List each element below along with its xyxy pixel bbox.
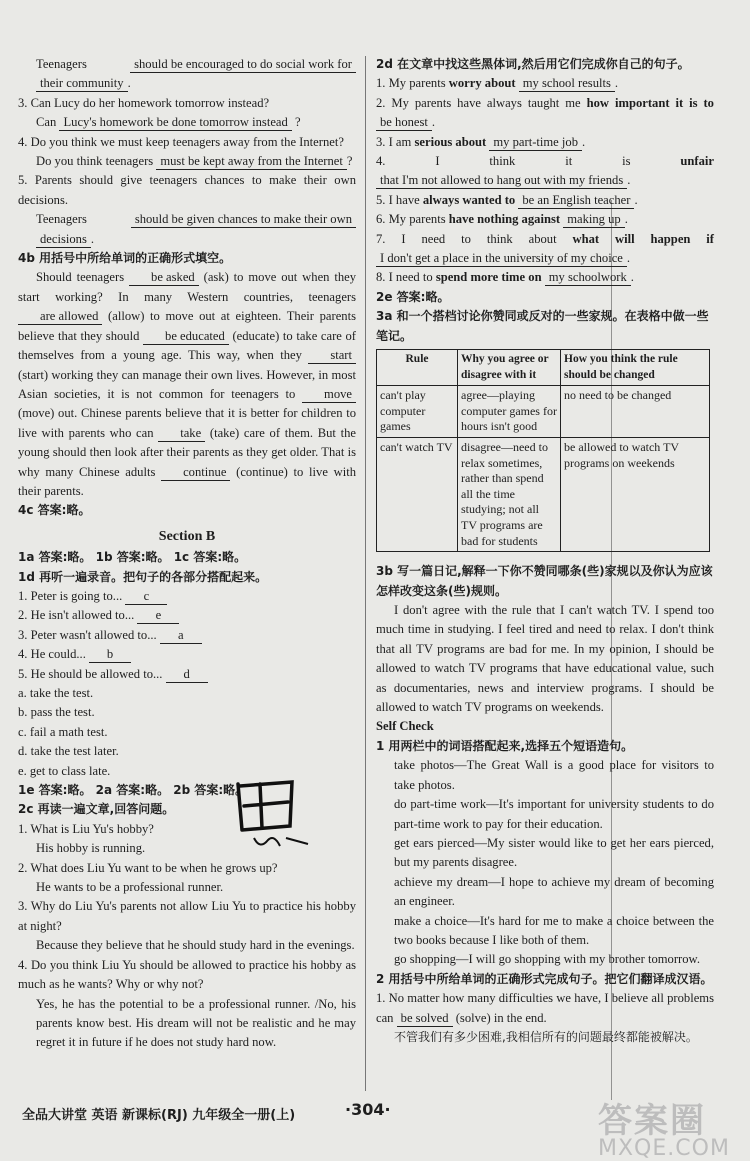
column-header: How you think the rule should be changed — [561, 350, 710, 386]
list-item: 8. I need to spend more time on my schoolwork . — [376, 270, 634, 285]
handwritten-scribble — [230, 770, 320, 860]
right-column — [376, 55, 714, 1047]
table-cell: be allowed to watch TV programs on weekends — [561, 438, 710, 552]
answer-blank: my schoolwork — [545, 270, 631, 286]
matching-list — [18, 587, 356, 684]
table-row — [377, 386, 710, 438]
table-cell: can't play computer games — [377, 386, 458, 438]
page-number: ·304· — [345, 1100, 391, 1119]
column-header: Rule — [377, 350, 458, 386]
list-item: go shopping—I will go shopping with my brother tomorrow. — [394, 952, 700, 967]
list-item: b. pass the test. — [18, 705, 95, 720]
answer-blank: e — [137, 608, 179, 624]
exercise-heading: 1e 答案:略。 2a 答案:略。 2b 答案:略。 — [18, 783, 248, 798]
answer-blank: be solved — [397, 1011, 453, 1027]
answer-blank: be honest — [376, 115, 432, 131]
exercise-heading: 2e 答案:略。 — [376, 289, 450, 304]
phrase-list — [376, 756, 714, 969]
table-cell: no need to be changed — [561, 386, 710, 438]
list-item: get ears pierced—My sister would like to get her ears pierced, but my parents disagree. — [394, 835, 714, 870]
list-item: d. take the test later. — [18, 744, 119, 759]
answer-blank: that I'm not allowed to hang out with my friends — [376, 173, 627, 189]
list-item: 1. My parents worry about my school results . — [376, 76, 619, 91]
answer-blank: start — [308, 348, 356, 364]
answer-line: Can Lucy's homework be done tomorrow instead ? — [36, 115, 301, 130]
watermark-url: MXQE.COM — [598, 1136, 730, 1161]
self-check-title: Self Check — [376, 719, 434, 734]
list-item: 3. I am serious about my part-time job . — [376, 134, 586, 149]
answer-blank: be an English teacher — [518, 193, 634, 209]
answer-blank: their community — [36, 76, 128, 92]
question: 3. Can Lucy do her homework tomorrow instead? — [18, 95, 270, 110]
list-item: 5. I have always wanted to be an English teacher . — [376, 192, 638, 207]
answer-blank: making up — [563, 212, 625, 228]
table-cell: disagree—need to relax sometimes, rather than spend all the time studying; not all TV programs are bad for students — [458, 438, 561, 552]
section-title: Section B — [158, 528, 216, 544]
answer-blank: a — [160, 628, 202, 644]
answer-line: Teenagers should be given chances to make their own decisions . — [18, 210, 356, 249]
answer-line: Teenagers should be encouraged to do social work for their community . — [18, 55, 356, 94]
list-item: do part-time work—It's important for university students to do part-time work to pay for their education. — [394, 797, 714, 831]
question: 3. Why do Liu Yu's parents not allow Liu Yu to practice his hobby at night? — [18, 899, 356, 933]
watermark-logo — [598, 1093, 730, 1161]
question: 1. What is Liu Yu's hobby? — [18, 821, 154, 836]
exercise-heading: 1d 再听一遍录音。把句子的各部分搭配起来。 — [18, 569, 268, 584]
answer-blank: b — [89, 647, 131, 663]
list-item: e. get to class late. — [18, 763, 111, 778]
exercise-heading: 3b 写一篇日记,解释一下你不赞同哪条(些)家规以及你认为应该怎样改变这条(些)规则。 — [376, 564, 713, 598]
answer-line: 1. No matter how many difficulties we have, I believe all problems can be solved (solve) in the end. — [376, 991, 714, 1025]
list-item: 4. I think it is unfair that I'm not allowed to hang out with my friends . — [376, 154, 714, 188]
sentence-list — [376, 74, 714, 287]
answer-blank: be asked — [129, 270, 199, 286]
answer: Yes, he has the potential to be a professional runner. /No, his parents know best. His dream will not be realistic and he may regret it in future if he does not study hard now. — [36, 996, 356, 1050]
list-item: a. take the test. — [18, 686, 94, 700]
column-header: Why you agree or disagree with it — [458, 350, 561, 386]
answer-blank: should be encouraged to do social work for — [130, 57, 356, 73]
answer-blank: continue — [161, 465, 230, 481]
exercise-heading: 4c 答案:略。 — [18, 503, 91, 518]
answer-blank: d — [166, 667, 208, 683]
answer-blank: move — [302, 387, 356, 403]
exercise-heading: 3a 和一个搭档讨论你赞同或反对的一些家规。在表格中做一些笔记。 — [376, 309, 709, 343]
answer-line: Do you think teenagers must be kept away from the Internet ? — [36, 154, 353, 169]
watermark-text: 答案圈 — [598, 1101, 706, 1141]
answer: Because they believe that he should study hard in the evenings. — [36, 938, 355, 953]
exercise-heading: 2 用括号中所给单词的正确形式完成句子。把它们翻译成汉语。 — [376, 971, 713, 986]
list-item: achieve my dream—I hope to achieve my dream of becoming an engineer. — [394, 874, 714, 909]
list-item: take photos—The Great Wall is a good place for visitors to take photos. — [394, 758, 714, 792]
table-row — [377, 438, 710, 552]
exercise-heading: 4b 用括号中所给单词的正确形式填空。 — [18, 251, 232, 266]
exercise-heading: 2d 在文章中找这些黑体词,然后用它们完成你自己的句子。 — [376, 57, 690, 71]
book-title: 全品大讲堂 英语 新课标(RJ) 九年级全一册(上) — [22, 1108, 296, 1123]
cloze-passage: Should teenagers be asked (ask) to move out when they start working? In many Western countries, teenagers are allowed (allow) to move out at eighteen. Their parents believe that they should be educated (educate) to take care of themselves from a young age. This way, when they start (start) working they can manage their own lives. However, in most Asian societies, it is not common for teenagers to move (move) out. Chinese parents believe that it is better for children to live with parents who can take (take) care of them. But the young should then look after their parents as they get older. That is why many Chinese adults continue (continue) to live with their parents. — [18, 270, 357, 498]
list-item: 2. My parents have always taught me how important it is to be honest . — [376, 95, 714, 130]
exercise-heading: 1 用两栏中的词语搭配起来,选择五个短语造句。 — [376, 738, 634, 753]
list-item: 4. He could... b — [18, 645, 356, 664]
list-item: 6. My parents have nothing against making up . — [376, 212, 628, 227]
answer-blank: I don't get a place in the university of my choice — [376, 251, 627, 267]
answer: He wants to be a professional runner. — [36, 880, 224, 895]
answer-blank: Lucy's homework be done tomorrow instead — [59, 115, 291, 131]
list-item: 5. He should be allowed to... d — [18, 665, 356, 684]
list-item: 3. Peter wasn't allowed to... a — [18, 626, 356, 645]
answer-blank: c — [125, 589, 167, 605]
rules-table — [376, 349, 710, 552]
answer: His hobby is running. — [36, 841, 146, 856]
answer-blank: are allowed — [18, 309, 102, 325]
list-item: c. fail a math test. — [18, 724, 108, 739]
column-divider — [365, 56, 366, 1091]
question: 4. Do you think Liu Yu should be allowed to practice his hobby as much as he wants? Why or why not? — [18, 957, 356, 992]
answer-blank: take — [158, 426, 205, 442]
exercise-heading: 1a 答案:略。 1b 答案:略。 1c 答案:略。 — [18, 550, 247, 565]
answer-blank: be educated — [143, 329, 229, 345]
table-header-row — [377, 350, 710, 386]
exercise-heading: 2c 再读一遍文章,回答问题。 — [18, 802, 175, 817]
left-column — [18, 55, 356, 1053]
answer-blank: should be given chances to make their own — [131, 212, 356, 228]
question: 4. Do you think we must keep teenagers away from the Internet? — [18, 134, 344, 149]
answer-blank: my school results — [519, 76, 615, 92]
table-cell: can't watch TV — [377, 438, 458, 552]
question: 2. What does Liu Yu want to be when he grows up? — [18, 860, 278, 875]
list-item: 1. Peter is going to... c — [18, 587, 356, 606]
diary-text: I don't agree with the rule that I can't watch TV. I spend too much time in studying. I feel tired and need to relax. I don't think that all TV programs are bad for me. In my opinion, I should be allowed to watch TV programs that have educational value, such as documentaries, news and interview programs. I should be allowed to watch TV programs on weekends. — [376, 603, 714, 715]
list-item: 2. He isn't allowed to... e — [18, 606, 356, 625]
options-list — [18, 684, 356, 781]
answer-blank: decisions — [36, 232, 91, 248]
list-item: make a choice—It's hard for me to make a choice between the two books because I like both of them. — [394, 913, 714, 947]
table-cell: agree—playing computer games for hours isn't good — [458, 386, 561, 438]
answer-blank: my part-time job — [489, 135, 582, 151]
answer-blank: must be kept away from the Internet — [156, 154, 347, 170]
chinese-translation: 不管我们有多少困难,我相信所有的问题最终都能被解决。 — [394, 1029, 698, 1044]
list-item: 7. I need to think about what will happen if I don't get a place in the university of my choice . — [376, 231, 715, 266]
question: 5. Parents should give teenagers chances to make their own decisions. — [18, 173, 356, 207]
